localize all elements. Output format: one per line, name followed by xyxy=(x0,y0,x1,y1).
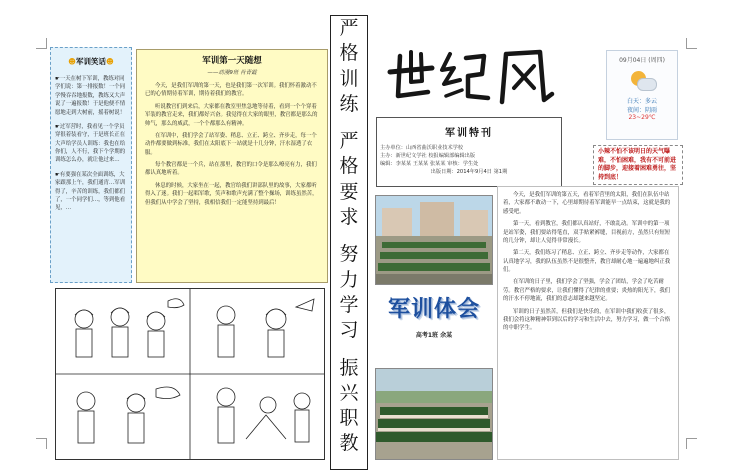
bullet-icon: ☛ xyxy=(55,76,60,82)
diary-article xyxy=(136,49,328,283)
crop-mark-top-left xyxy=(36,38,47,49)
photo-image xyxy=(376,369,492,459)
issue-header-box xyxy=(376,117,562,187)
essay-body xyxy=(503,191,673,337)
reflections-author: 高考1班 余某 xyxy=(415,332,453,339)
weather-temperature: 23~29℃ xyxy=(628,114,656,121)
reflections-essay xyxy=(497,186,679,460)
paragraph: 第二天，我们练习了稍息、立正、跨立、齐步走等动作，大家都在认真地学习，我的队伍虽然不是很整齐，教官却耐心地一遍遍地纠正我们。 xyxy=(503,250,671,273)
crop-mark-bottom-right xyxy=(686,438,697,449)
paragraph: 听说教官们到来后，大家都在教室里焦急地等待着，看到一个个穿着军装的教官走来，我们都好兴奋。我觉得在大家的眼里，教官都是那么的帅气，那么的威武，一个个都那么有精神。 xyxy=(145,103,318,127)
diary-body xyxy=(145,82,319,211)
smiley-icon: ☻ xyxy=(106,57,114,66)
meta-line: 主办单位：山西省曲沃职业技术学校 xyxy=(380,145,464,151)
meta-line: 出版日期：2014年9月4日 第1期 xyxy=(430,169,508,176)
cartoon-illustrations xyxy=(56,289,324,459)
slogan-char: 求 xyxy=(339,206,359,229)
paragraph: 军训的日子虽然苦，但我们是快乐的，在军训中我们收获了很多，我们会将这种精神带到以后的学习和生活中去，努力学习，做一个合格的中职学生。 xyxy=(503,308,671,332)
paragraph: 今天，是我们军训的第一天，也是我们第一次军训。我们怀着激动不已的心情期待着军训，期待着我们的教官。 xyxy=(145,83,317,98)
slogan-char: 训 xyxy=(339,67,359,90)
paragraph: 每个教官都是一个兵，站在那里，教官的口令是那么嘹亮有力，我们都认真地听着。 xyxy=(145,162,317,177)
reflections-title: 军训体会 xyxy=(387,296,480,322)
joke-item: ☛有要强在某次全面训练，大家跟那上午，我们通宵…军训得了，辛苦的训练，我们都们了，一个同学们…，等到他看见，… xyxy=(55,171,126,212)
paragraph: 休息的时候，大家坐在一起，教官给我们讲部队里的故事，大家都听得入了迷。我们一起唱军歌，笑声和歌声充满了整个操场，训练虽然苦，但我们从中学会了坚持，我相信我们一定能坚持到最后！ xyxy=(145,182,318,206)
joke-item: ☛过军营时，我看见一个学员穿很着装看守，于是班长正在大声给学员人训练：我也在给你们，人不行，我下个学期的训练怎么办，就让他过来… xyxy=(55,123,126,164)
vertical-slogan xyxy=(330,15,368,470)
slogan-char: 格 xyxy=(339,42,359,65)
slogan-char: 职 xyxy=(339,407,359,430)
slogan-char: 兴 xyxy=(339,381,359,404)
crop-mark-top-right xyxy=(686,38,697,49)
paragraph: 在军训的日子里，我们学会了坚强，学会了团结，学会了吃苦耐劳。教官严格的要求，让我们懂得了纪律的重要；炎热的阳光下，我们的汗水不停地流，我们的意志却越来越坚定。 xyxy=(503,279,671,303)
jokes-title-text: 军训笑话 xyxy=(76,57,106,66)
weather-night: 夜间：阴雨 xyxy=(626,107,657,114)
issue-title: 军训特刊 xyxy=(445,128,493,139)
weather-widget xyxy=(606,50,678,140)
reflections-title-art xyxy=(375,290,493,330)
slogan-char: 习 xyxy=(339,319,359,342)
slogan-char: 努 xyxy=(339,243,359,266)
meta-line: 主办：新世纪文学社 校报编辑部编辑出版 xyxy=(380,153,476,160)
masthead-logo xyxy=(384,44,560,110)
diary-author: ——动漫9班 肖青霞 xyxy=(207,70,257,76)
bullet-icon: ☛ xyxy=(55,171,60,178)
slogan-char: 教 xyxy=(339,432,359,455)
diary-title: 军训第一天随想 xyxy=(202,56,262,66)
weather-day: 白天：多云 xyxy=(626,98,657,105)
smiley-icon: ☻ xyxy=(68,57,76,66)
issue-meta xyxy=(380,144,558,176)
slogan-char: 学 xyxy=(339,293,359,316)
slogan-char: 严 xyxy=(339,130,359,153)
paragraph: 第一天，看到教官，我们都认真站好，不敢乱动。军训中的第一项是站军姿，我们要站得笔直，双手贴紧裤缝，目视前方，虽然只有短短的几分钟，却让人觉得非常漫长。 xyxy=(503,221,671,244)
weather-date: 09月04日 (周四) xyxy=(619,57,665,64)
jokes-column xyxy=(50,47,132,283)
crop-mark-bottom-left xyxy=(36,438,47,449)
training-photo-bottom xyxy=(375,368,493,460)
paragraph: 在军训中，我们学会了站军姿、稍息、立正、跨立、齐步走，每一个动作都要做到标准，我们在太阳底下一站就是十几分钟，汗水湿透了衣服。 xyxy=(145,132,317,156)
slogan-char: 振 xyxy=(339,356,359,379)
slogan-char: 力 xyxy=(339,268,359,291)
motto-quote: 小辣不怕不该明日的天气曝难，不怕困难，我有不可前进的脚步，迎接着困难勇往，坚持到底！ xyxy=(593,145,683,185)
jokes-title xyxy=(55,56,127,67)
training-photo-top xyxy=(375,195,493,285)
sun-cloud-icon xyxy=(627,69,657,93)
slogan-char: 严 xyxy=(339,17,359,39)
joke-item: ☛一天在树下军训，教练对同学们说：第一排报数！一个同学慢吞吞地报数，教练又大声说了一遍报数！于是他便不情愿地走到大树前，摇着树说！ xyxy=(55,76,126,116)
bullet-icon: ☛ xyxy=(55,123,60,130)
slogan-char: 要 xyxy=(339,180,359,203)
cartoon-strip xyxy=(55,288,325,460)
slogan-char: 练 xyxy=(339,92,359,115)
meta-line: 编辑：李某某 王某某 张某某 审核：学生处 xyxy=(380,161,479,168)
paragraph: 今天，是我们军训的第五天，看着军营里的太阳，我们在队伍中站着，大家都不敢动一下，心里却期待着军训能早一点结束，这就是我的感受吧。 xyxy=(503,192,671,215)
masthead-calligraphy xyxy=(384,44,560,110)
photo-image xyxy=(376,196,492,284)
slogan-char: 格 xyxy=(339,155,359,178)
